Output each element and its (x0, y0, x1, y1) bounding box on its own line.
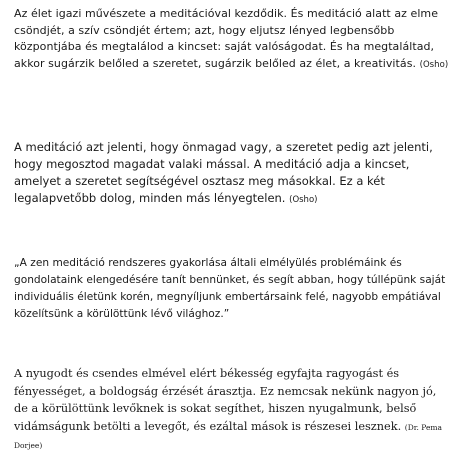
quote-1 (14, 6, 450, 73)
quote-2 (14, 139, 450, 209)
quote-2-text: A meditáció azt jelenti, hogy önmagad vagy, a szeretet pedig azt jelenti, hogy megosztod magadat valaki mással. A meditáció adja a kincset, amelyet a szeretet segítségével osztasz meg másokkal. Ez a két legalapvetőbb dolog, minden más lényegtelen. (14, 140, 433, 205)
quote-4 (14, 365, 450, 455)
quote-4-author: (Dr. Pema Dorjee) (14, 422, 442, 450)
quote-3 (14, 255, 450, 323)
quote-4-text: A nyugodt és csendes elmével elért békesség egyfajta ragyogást és fényességet, a boldogság érzését árasztja. Ez nemcsak nekünk nagyon jó, de a körülöttünk levőknek is sokat segíthet, hiszen nyugalmunk, belső vidámságunk betölti a levegőt, és ezáltal mások is részesei lesznek. (14, 367, 437, 433)
quote-3-text: „A zen meditáció rendszeres gyakorlása általi elmélyülés problémáink és gondolataink elengedésére tanít bennünket, és segít abban, hogy túllépünk saját individuális életünk korén, megnyíljunk embertársaink felé, nagyobb empátiával közelítsünk a körülöttünk lévő világhoz.” (14, 257, 446, 320)
quote-2-author: (Osho) (289, 195, 318, 205)
quote-1-author: (Osho) (419, 59, 449, 70)
quote-1-text: Az élet igazi művészete a meditációval kezdődik. És meditáció alatt az elme csöndjét, a szív csöndjét értem; azt, hogy eljutsz lényed legbensőbb központjába és megtalálod a kincset: saját valóságodat. És ha megtaláltad, akkor sugárzik belőled a szeretet, sugárzik belőled az élet, a kreativitás. (14, 7, 439, 70)
